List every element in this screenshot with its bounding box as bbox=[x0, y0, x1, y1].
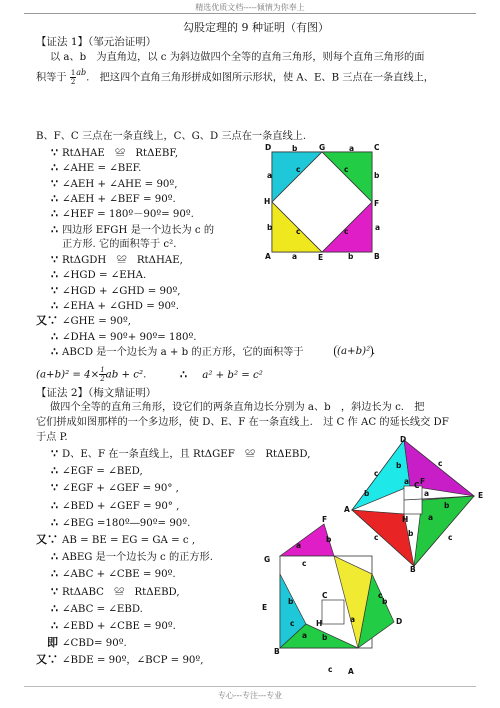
step-symbol: ∵ bbox=[51, 146, 58, 159]
step-symbol: 又∵ bbox=[36, 314, 58, 328]
step-text: ∠AEH + ∠AHE = 90º, bbox=[62, 178, 178, 190]
proof1-step bbox=[36, 330, 197, 344]
figure-label-b: b bbox=[382, 597, 388, 606]
header-rule bbox=[24, 13, 476, 14]
step-symbol: ∴ bbox=[51, 498, 58, 512]
proof2-intro-line3: 于点 P. bbox=[36, 432, 68, 443]
step-symbol: ∴ bbox=[51, 161, 58, 175]
frac-numerator: 1 bbox=[70, 69, 76, 77]
proof1-intro-line3: B、F、C 三点在一条直线上，C、G、D 三点在一条直线上. bbox=[36, 131, 307, 142]
step-text: RtΔABC ≌ RtΔEBD, bbox=[62, 586, 180, 598]
step-symbol: ∴ bbox=[51, 299, 58, 312]
proof1-intro2-ab: ab bbox=[76, 67, 87, 77]
figure-label-c: c bbox=[302, 559, 307, 568]
proof2-step bbox=[36, 464, 143, 478]
figure-label-c: c bbox=[374, 469, 379, 478]
step-symbol: ∵ bbox=[51, 481, 58, 495]
figure-label-B: B bbox=[374, 252, 380, 260]
figure-label-c: c bbox=[378, 591, 383, 600]
figure-label-b: b bbox=[267, 223, 273, 232]
figure-label-b: b bbox=[288, 597, 294, 606]
figure-label-c: c bbox=[374, 533, 379, 542]
proof1-step bbox=[36, 192, 176, 206]
figure-label-c: c bbox=[438, 459, 443, 468]
step-text: ∠HGD = ∠EHA. bbox=[62, 270, 147, 282]
figure-label-a: a bbox=[349, 144, 355, 153]
proof2-heading: 【证法 2】（梅文鼎证明） bbox=[36, 387, 157, 399]
step-symbol: ∴ bbox=[51, 515, 58, 529]
proof1-intro-line2 bbox=[36, 69, 434, 86]
figure-label-b: b bbox=[348, 252, 354, 260]
step-text: ∠EBD + ∠CBE = 90º. bbox=[62, 621, 176, 632]
figure-label-D: D bbox=[396, 617, 403, 626]
figure-label-D: D bbox=[400, 436, 407, 444]
figure-label-b: b bbox=[374, 171, 380, 180]
step-symbol: ∴ bbox=[51, 222, 58, 236]
proof1-step bbox=[36, 207, 194, 221]
figure-label-b: b bbox=[396, 461, 402, 470]
step-text: ABEG 是一个边长为 c 的正方形. bbox=[62, 552, 213, 564]
figure-label-a: a bbox=[292, 252, 298, 260]
eq-frac-num: 1 bbox=[100, 366, 105, 374]
figure-label-C: C bbox=[374, 143, 380, 152]
proof2-step bbox=[36, 653, 203, 667]
proof2-step bbox=[36, 585, 180, 599]
proof1-step bbox=[36, 238, 176, 251]
step-text: ∠EHA + ∠GHD = 90º. bbox=[62, 301, 179, 312]
step-symbol: ∵ bbox=[51, 176, 58, 190]
step-text: 正方形. 它的面积等于 c². bbox=[62, 238, 177, 250]
figure-label-b: b bbox=[364, 489, 370, 498]
proof1-area-expression: (a+b)² bbox=[334, 345, 373, 358]
proof1-step bbox=[36, 161, 141, 175]
figure-label-a: a bbox=[404, 477, 410, 486]
figure-label-c: c bbox=[344, 165, 349, 174]
step-symbol: ∴ bbox=[51, 207, 58, 221]
proof2-step bbox=[36, 602, 143, 616]
figure-label-A: A bbox=[344, 505, 350, 514]
figure-label-C: C bbox=[322, 591, 328, 600]
proof2-step bbox=[36, 447, 310, 461]
step-text: RtΔHAE ≌ RtΔEBF, bbox=[62, 148, 179, 159]
proof2-step bbox=[36, 533, 195, 547]
figure-label-b: b bbox=[322, 633, 328, 642]
step-symbol: ∴ bbox=[51, 268, 58, 282]
fig3-inner-box bbox=[322, 600, 344, 624]
frac-denominator: 2 bbox=[70, 78, 76, 86]
proof1-period: . bbox=[372, 346, 376, 357]
step-text: ∠GHE = 90º, bbox=[62, 316, 131, 328]
step-text: ∠EGF + ∠GEF = 90° , bbox=[62, 483, 179, 495]
proof1-heading: 【证法 1】（邹元治证明） bbox=[36, 36, 157, 48]
eq-left: (a+b)² = 4× bbox=[36, 369, 100, 381]
figure-label-a: a bbox=[375, 223, 381, 232]
proof1-step bbox=[36, 146, 178, 160]
figure-label-G: G bbox=[319, 143, 326, 152]
figure-label-H: H bbox=[402, 515, 409, 524]
figure-label-c: c bbox=[328, 665, 333, 674]
step-text: ∠BED + ∠GEF = 90° , bbox=[62, 500, 180, 512]
step-text: ∠AHE = ∠BEF. bbox=[62, 163, 142, 175]
figure-label-b: b bbox=[326, 535, 332, 544]
step-symbol: ∴ bbox=[51, 619, 58, 632]
proof2-step bbox=[36, 516, 190, 530]
figure-label-H: H bbox=[316, 619, 323, 628]
eq-frac-den: 2 bbox=[100, 375, 105, 383]
proof1-step bbox=[36, 314, 131, 328]
proof1-equation bbox=[36, 366, 146, 383]
figure-label-b: b bbox=[444, 501, 450, 510]
figure-label-a: a bbox=[428, 513, 434, 522]
proof2-step bbox=[36, 499, 179, 513]
footer-rule bbox=[24, 686, 476, 687]
step-text: ∠AEH + ∠BEF = 90º. bbox=[62, 193, 176, 205]
proof1-intro2-end: . 把这四个直角三角形拼成如图所示形状，使 A、E、B 三点在一条直线上， bbox=[86, 72, 434, 84]
step-text: ∠EGF = ∠BED, bbox=[62, 466, 143, 478]
figure-label-c: c bbox=[296, 165, 301, 174]
page-footer: 专心---专注---专业 bbox=[217, 691, 283, 700]
eq-dot: . bbox=[143, 369, 147, 381]
figure-label-G: G bbox=[264, 555, 271, 564]
figure-label-F: F bbox=[374, 199, 380, 208]
figure-label-a: a bbox=[296, 541, 302, 550]
step-text: ∠ABC + ∠CBE = 90º. bbox=[62, 569, 176, 581]
proof2-intro-line2: 它们拼成如图那样的一个多边形，使 D、E、F 在一条直线上. 过 C 作 AC 的延长线交 DF bbox=[36, 417, 449, 428]
step-symbol: ∵ bbox=[51, 447, 58, 460]
step-symbol: ∴ bbox=[51, 567, 58, 581]
step-text: AB = BE = EG = GA = c , bbox=[62, 535, 196, 546]
step-text: ∠DHA = 90º+ 90º= 180º. bbox=[62, 331, 197, 343]
proof1-step bbox=[36, 284, 180, 298]
step-text: ABCD 是一个边长为 a + b 的正方形，它的面积等于 bbox=[62, 346, 304, 358]
figure-label-E: E bbox=[262, 603, 268, 612]
figure-label-c: c bbox=[290, 619, 295, 628]
figure-label-b: b bbox=[408, 529, 414, 538]
step-text: ∠BDE = 90º，∠BCP = 90º, bbox=[62, 655, 204, 667]
proof1-step bbox=[36, 268, 146, 282]
figure-label-A: A bbox=[348, 667, 354, 676]
figure-3-polygon-proof bbox=[262, 514, 410, 680]
proof1-intro2-start: 积等于 bbox=[36, 72, 67, 84]
figure-label-B: B bbox=[274, 647, 280, 656]
figure-label-c: c bbox=[448, 533, 453, 542]
figure-1-square-proof bbox=[264, 142, 382, 260]
proof2-step bbox=[36, 619, 176, 633]
step-text: ∠HGD + ∠GHD = 90º, bbox=[62, 285, 181, 297]
proof1-result bbox=[180, 368, 263, 382]
figure-label-a: a bbox=[302, 631, 308, 640]
proof1-intro-line1: 以 a、b 为直角边，以 c 为斜边做四个全等的直角三角形，则每个直角三角形的面 bbox=[50, 52, 425, 63]
figure-label-F: F bbox=[322, 515, 328, 524]
step-text: ∠ABC = ∠EBD. bbox=[62, 603, 143, 615]
figure-label-A: A bbox=[265, 252, 271, 260]
proof2-step bbox=[36, 550, 213, 564]
figure-label-c: c bbox=[296, 227, 301, 236]
figure-label-a: a bbox=[267, 171, 273, 180]
proof1-step bbox=[36, 345, 304, 359]
step-symbol: ∴ bbox=[51, 550, 58, 564]
figure-label-B: B bbox=[410, 565, 416, 572]
step-symbol: ∴ bbox=[51, 601, 58, 615]
proof2-step bbox=[36, 636, 127, 650]
step-symbol: ∴ bbox=[51, 191, 58, 205]
step-symbol: 又∵ bbox=[36, 533, 58, 546]
step-symbol: ∵ bbox=[51, 283, 58, 297]
figure-label-D: D bbox=[265, 143, 272, 152]
proof1-step bbox=[36, 299, 179, 313]
step-text: ∠HEF = 180º－90º= 90º. bbox=[62, 209, 194, 221]
page-header: 精选优质文档-----倾情为你奉上 bbox=[195, 3, 305, 12]
proof2-step bbox=[36, 481, 179, 495]
fig2-triangle-top bbox=[352, 440, 410, 510]
proof1-step bbox=[36, 177, 177, 191]
figure-label-b: b bbox=[292, 144, 298, 153]
result-symbol: ∴ bbox=[180, 368, 187, 381]
step-text: 四边形 EFGH 是一个边长为 c 的 bbox=[62, 224, 215, 236]
step-symbol: 又∵ bbox=[36, 653, 58, 667]
figure-label-C: C bbox=[414, 481, 420, 490]
step-text: ∠BEG =180º―90º= 90º. bbox=[62, 517, 191, 529]
proof2-step bbox=[36, 567, 176, 581]
step-symbol: ∴ bbox=[51, 329, 58, 343]
proof1-step bbox=[36, 223, 214, 237]
step-text: ∠CBD= 90º. bbox=[62, 638, 127, 650]
figure-label-a: a bbox=[350, 615, 356, 624]
step-symbol: ∴ bbox=[51, 464, 58, 478]
figure-label-E: E bbox=[478, 491, 484, 500]
step-symbol: ∴ bbox=[51, 344, 58, 358]
proof1-step bbox=[36, 253, 183, 267]
figure-label-c: c bbox=[344, 227, 349, 236]
figure-label-H: H bbox=[264, 197, 271, 206]
step-symbol: ∵ bbox=[51, 253, 58, 267]
figure-label-a: a bbox=[424, 489, 430, 498]
step-symbol: ∵ bbox=[51, 584, 58, 598]
figure-label-E: E bbox=[318, 253, 324, 260]
step-text: RtΔGDH ≌ RtΔHAE, bbox=[62, 255, 183, 267]
step-symbol: 即 bbox=[47, 636, 58, 650]
result-equation: a² + b² = c² bbox=[202, 370, 263, 381]
figure-label-F: F bbox=[420, 477, 426, 486]
step-text: D、E、F 在一条直线上，且 RtΔGEF ≌ RtΔEBD, bbox=[62, 449, 311, 460]
proof2-intro-line1: 做四个全等的直角三角形，设它们的两条直角边长分别为 a、b ，斜边长为 c. 把 bbox=[50, 402, 425, 413]
eq-right: ab + c² bbox=[105, 369, 144, 381]
page-title: 勾股定理的 9 种证明（有图） bbox=[183, 21, 329, 34]
